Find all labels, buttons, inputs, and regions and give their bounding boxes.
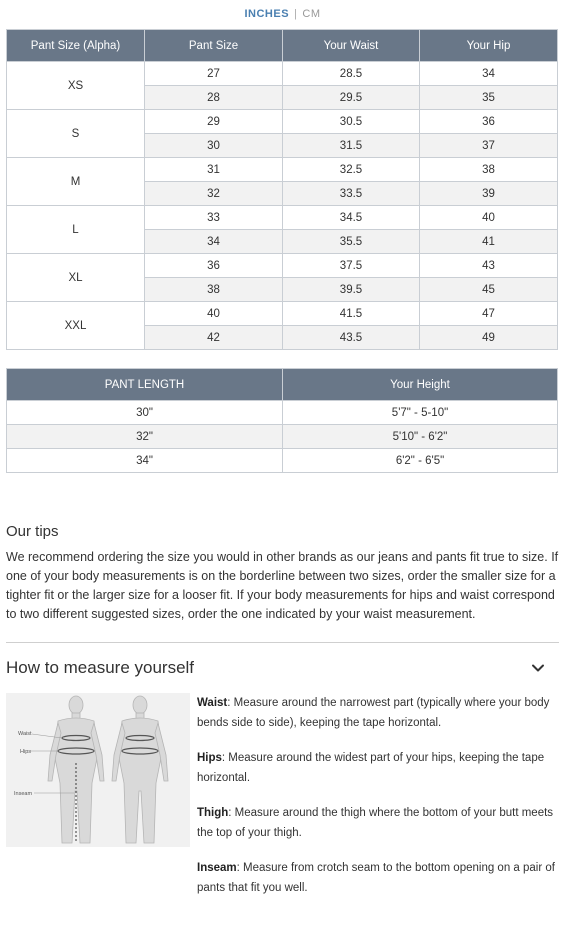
- waist-cell: 41.5: [283, 302, 420, 326]
- header-size: Pant Size: [145, 30, 283, 62]
- alpha-size-cell: XL: [7, 254, 145, 302]
- header-waist: Your Waist: [283, 30, 420, 62]
- measure-title: How to measure yourself: [6, 658, 195, 677]
- height-cell: 5'7" - 5-10": [283, 401, 558, 425]
- hip-cell: 35: [420, 86, 558, 110]
- hip-cell: 37: [420, 134, 558, 158]
- figure-label-waist: Waist: [18, 731, 32, 737]
- table-row: [7, 254, 558, 278]
- tips-section: [6, 523, 559, 624]
- length-cell: 34": [7, 449, 283, 473]
- table-row: [7, 302, 558, 326]
- definition-term: Inseam: [197, 862, 237, 874]
- unit-separator: |: [294, 8, 298, 20]
- divider: [6, 642, 559, 643]
- alpha-size-cell: XS: [7, 62, 145, 110]
- figure-label-hips: Hips: [20, 749, 32, 755]
- table-row: [7, 62, 558, 86]
- waist-cell: 31.5: [283, 134, 420, 158]
- measure-content: [6, 693, 559, 913]
- hip-cell: 38: [420, 158, 558, 182]
- hip-cell: 49: [420, 326, 558, 350]
- tips-title: Our tips: [6, 523, 59, 540]
- inches-toggle[interactable]: INCHES: [244, 8, 290, 20]
- waist-cell: 43.5: [283, 326, 420, 350]
- table-row: [7, 158, 558, 182]
- definition-term: Thigh: [197, 807, 229, 819]
- table-row: [7, 449, 558, 473]
- cm-toggle[interactable]: CM: [302, 8, 321, 20]
- waist-cell: 35.5: [283, 230, 420, 254]
- hip-cell: 34: [420, 62, 558, 86]
- length-cell: 32": [7, 425, 283, 449]
- definition-text: : Measure from crotch seam to the bottom opening on a pair of pants that fit you well.: [197, 862, 555, 894]
- waist-cell: 32.5: [283, 158, 420, 182]
- size-cell: 27: [145, 62, 283, 86]
- body-figure-icon: [6, 693, 190, 847]
- header-height: Your Height: [283, 369, 558, 401]
- definition-thigh: [197, 803, 559, 843]
- size-cell: 38: [145, 278, 283, 302]
- body-figure-image: [6, 693, 190, 847]
- size-cell: 32: [145, 182, 283, 206]
- hip-cell: 45: [420, 278, 558, 302]
- hip-cell: 43: [420, 254, 558, 278]
- table-row: [7, 425, 558, 449]
- waist-cell: 30.5: [283, 110, 420, 134]
- length-cell: 30": [7, 401, 283, 425]
- height-cell: 6'2" - 6'5": [283, 449, 558, 473]
- size-cell: 42: [145, 326, 283, 350]
- measure-accordion-header[interactable]: [6, 657, 559, 679]
- size-table: [6, 29, 558, 350]
- definition-text: : Measure around the narrowest part (typically where your body bends side to side), keeping the tape horizontal.: [197, 697, 550, 729]
- header-alpha: Pant Size (Alpha): [7, 30, 145, 62]
- tips-body: We recommend ordering the size you would in other brands as our jeans and pants fit true to size. If one of your body measurements is on the borderline between two sizes, order the smaller size for a tighter fit or the larger size for a looser fit. If your body measurements for hips and waist correspond to two different suggested sizes, order the one indicated by your waist measurement.: [6, 550, 559, 621]
- header-pant-length: PANT LENGTH: [7, 369, 283, 401]
- hip-cell: 41: [420, 230, 558, 254]
- header-hip: Your Hip: [420, 30, 558, 62]
- table-row: [7, 110, 558, 134]
- size-cell: 36: [145, 254, 283, 278]
- size-cell: 31: [145, 158, 283, 182]
- waist-cell: 28.5: [283, 62, 420, 86]
- waist-cell: 39.5: [283, 278, 420, 302]
- size-cell: 34: [145, 230, 283, 254]
- length-table-header: [7, 369, 558, 401]
- waist-cell: 34.5: [283, 206, 420, 230]
- hip-cell: 36: [420, 110, 558, 134]
- definition-waist: [197, 693, 559, 733]
- chevron-down-icon[interactable]: [531, 661, 545, 675]
- definition-inseam: [197, 858, 559, 898]
- size-cell: 28: [145, 86, 283, 110]
- table-row: [7, 206, 558, 230]
- hip-cell: 39: [420, 182, 558, 206]
- table-row: [7, 401, 558, 425]
- height-cell: 5'10" - 6'2": [283, 425, 558, 449]
- unit-toggle: [0, 8, 565, 26]
- definition-term: Hips: [197, 752, 222, 764]
- hip-cell: 40: [420, 206, 558, 230]
- length-table: [6, 368, 558, 473]
- size-cell: 33: [145, 206, 283, 230]
- alpha-size-cell: XXL: [7, 302, 145, 350]
- definition-hips: [197, 748, 559, 788]
- alpha-size-cell: M: [7, 158, 145, 206]
- definition-text: : Measure around the thigh where the bottom of your butt meets the top of your thigh.: [197, 807, 554, 839]
- waist-cell: 33.5: [283, 182, 420, 206]
- waist-cell: 37.5: [283, 254, 420, 278]
- size-cell: 29: [145, 110, 283, 134]
- size-table-header: [7, 30, 558, 62]
- hip-cell: 47: [420, 302, 558, 326]
- size-cell: 40: [145, 302, 283, 326]
- definition-text: : Measure around the widest part of your hips, keeping the tape horizontal.: [197, 752, 545, 784]
- alpha-size-cell: S: [7, 110, 145, 158]
- alpha-size-cell: L: [7, 206, 145, 254]
- figure-label-inseam: Inseam: [14, 791, 33, 797]
- definition-term: Waist: [197, 697, 228, 709]
- measure-definitions: [197, 693, 559, 913]
- waist-cell: 29.5: [283, 86, 420, 110]
- size-cell: 30: [145, 134, 283, 158]
